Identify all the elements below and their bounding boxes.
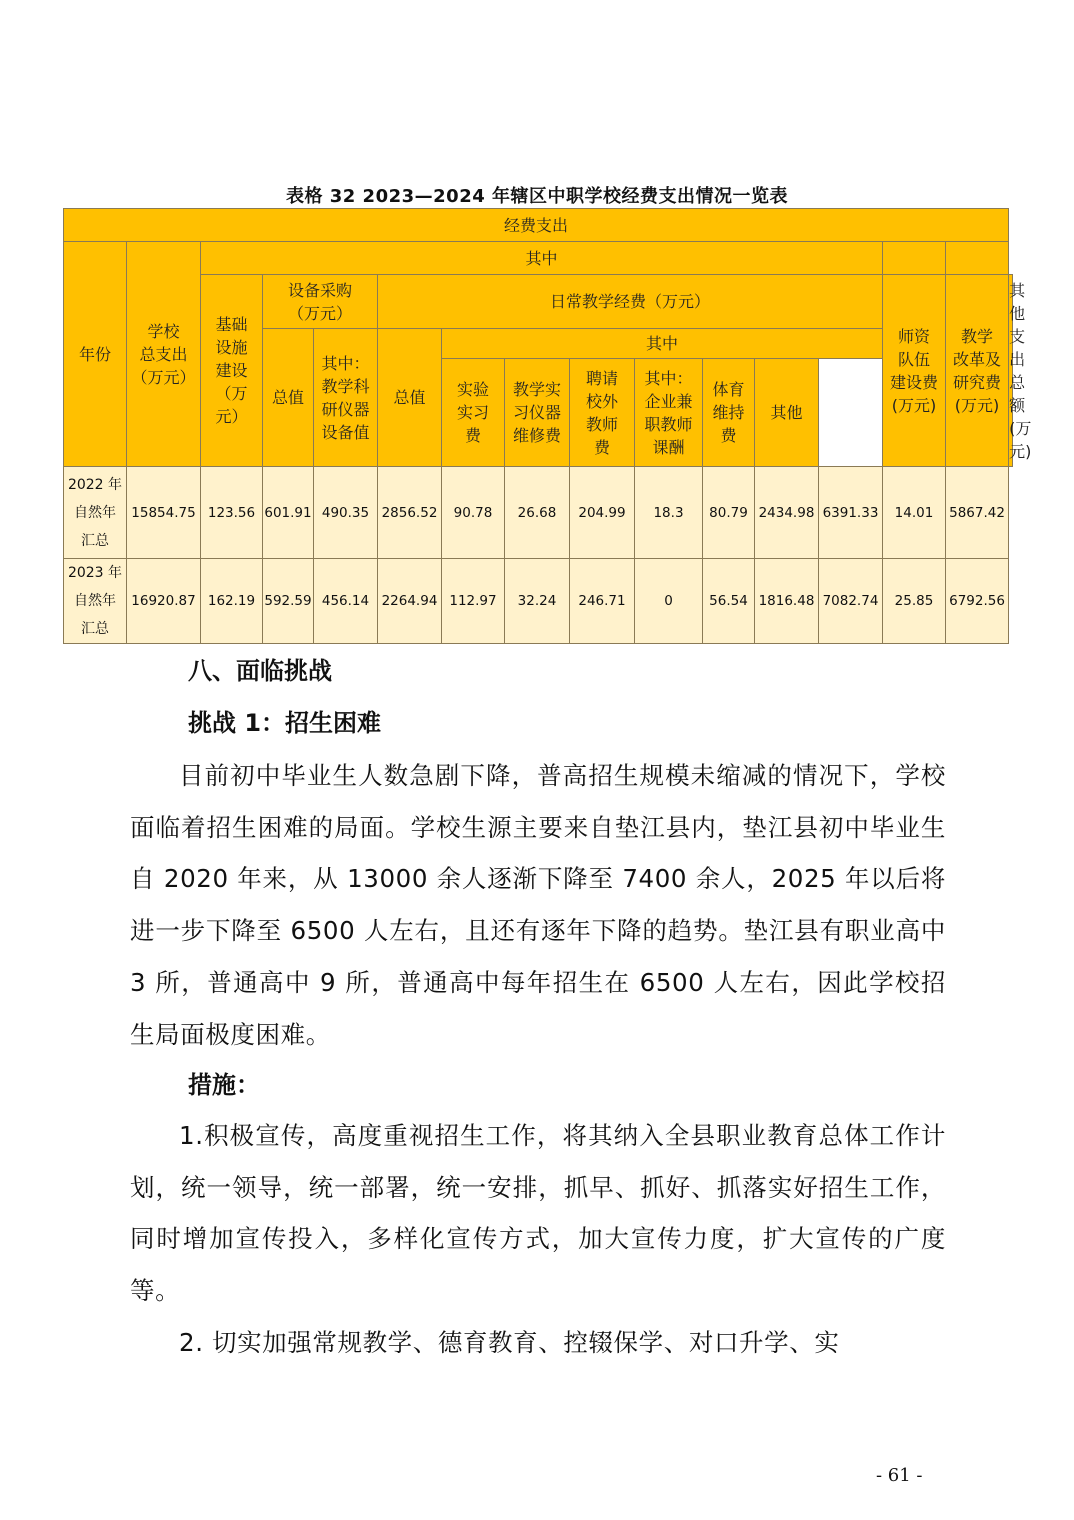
row-year: 2022 年 自然年 汇总 <box>64 467 127 559</box>
cell-reform-research: 14.01 <box>883 467 946 559</box>
cell-enterprise-fee: 18.3 <box>635 467 703 559</box>
cell-repair-fee: 26.68 <box>505 467 570 559</box>
measure-2-paragraph: 2. 切实加强常规教学、德育教育、控辍保学、对口升学、实 <box>179 1328 840 1357</box>
table-caption: 表格 32 2023—2024 年辖区中职学校经费支出情况一览表 <box>285 186 789 207</box>
header-sports-fee: 体育 维持 费 <box>703 359 755 467</box>
cell-equipment-research: 456.14 <box>314 559 378 644</box>
cell-lab-fee: 112.97 <box>442 559 505 644</box>
cell-daily-total: 2856.52 <box>378 467 442 559</box>
cell-equipment-total: 601.91 <box>263 467 314 559</box>
header-daily-total: 总值 <box>378 329 442 467</box>
header-other-daily: 其他 <box>755 359 819 467</box>
header-reform-research: 教学 改革及 研究费 (万元) <box>946 275 1009 467</box>
header-blank-1 <box>883 242 946 275</box>
cell-lab-fee: 90.78 <box>442 467 505 559</box>
cell-teacher-building: 7082.74 <box>819 559 883 644</box>
header-equipment: 设备采购 （万元） <box>263 275 378 329</box>
table-row <box>64 467 1013 559</box>
cell-infrastructure: 123.56 <box>201 467 263 559</box>
page-number: - 61 - <box>876 1465 923 1486</box>
header-lab-fee: 实验 实习 费 <box>442 359 505 467</box>
table-row <box>64 559 1013 644</box>
header-equipment-research: 其中： 教学科 研仪器 设备值 <box>314 329 378 467</box>
header-blank-2 <box>946 242 1009 275</box>
cell-daily-total: 2264.94 <box>378 559 442 644</box>
measure-1-paragraph: 1.积极宣传，高度重视招生工作，将其纳入全县职业教育总体工作计划，统一领导，统一部署，统一安排，抓早、抓好、抓落实好招生工作，同时增加宣传投入，多样化宣传方式，加大宣传力度，扩大宣传的广度等。 <box>130 1121 946 1306</box>
cell-hire-fee: 204.99 <box>570 467 635 559</box>
row-year: 2023 年 自然年 汇总 <box>64 559 127 644</box>
cell-infrastructure: 162.19 <box>201 559 263 644</box>
cell-other-total: 5867.42 <box>946 467 1009 559</box>
cell-other-daily: 1816.48 <box>755 559 819 644</box>
header-expense: 经费支出 <box>64 209 1009 242</box>
measures-title: 措施： <box>188 1071 260 1099</box>
header-year: 年份 <box>64 242 127 467</box>
header-school-total: 学校 总支出 （万元） <box>127 242 201 467</box>
header-teacher-building: 师资 队伍 建设费 (万元) <box>883 275 946 467</box>
cell-hire-fee: 246.71 <box>570 559 635 644</box>
header-infrastructure: 基础 设施 建设 （万 元） <box>201 275 263 467</box>
challenge-title: 挑战 1：招生困难 <box>188 709 382 737</box>
cell-reform-research: 25.85 <box>883 559 946 644</box>
cell-sports-fee: 56.54 <box>703 559 755 644</box>
header-hire-fee: 聘请 校外 教师 费 <box>570 359 635 467</box>
cell-school-total: 15854.75 <box>127 467 201 559</box>
cell-other-total: 6792.56 <box>946 559 1009 644</box>
cell-other-daily: 2434.98 <box>755 467 819 559</box>
header-other-total: 其他支 出总额 (万元) <box>1009 275 1013 467</box>
header-enterprise-fee: 其中： 企业兼 职教师 课酬 <box>635 359 703 467</box>
header-daily-teaching: 日常教学经费（万元） <box>378 275 883 329</box>
header-equipment-total: 总值 <box>263 329 314 467</box>
cell-equipment-total: 592.59 <box>263 559 314 644</box>
cell-enterprise-fee: 0 <box>635 559 703 644</box>
cell-equipment-research: 490.35 <box>314 467 378 559</box>
header-repair-fee: 教学实 习仪器 维修费 <box>505 359 570 467</box>
section-title: 八、面临挑战 <box>188 657 332 685</box>
cell-school-total: 16920.87 <box>127 559 201 644</box>
cell-teacher-building: 6391.33 <box>819 467 883 559</box>
challenge-paragraph: 目前初中毕业生人数急剧下降，普高招生规模未缩减的情况下，学校面临着招生困难的局面。学校生源主要来自垫江县内，垫江县初中毕业生自 2020 年来，从 13000 余人逐渐下降至 7400 余人，2025 年以后将进一步下降至 6500 人左右，且还有逐年下降的趋势。垫江县有职业高中 3 所，普通高中 9 所，普通高中每年招生在 6500 人左右，因此学校招生局面极度困难。 <box>130 761 946 1049</box>
expense-table <box>63 208 1032 644</box>
cell-repair-fee: 32.24 <box>505 559 570 644</box>
header-qizhong: 其中 <box>201 242 883 275</box>
header-daily-qizhong: 其中 <box>442 329 883 359</box>
cell-sports-fee: 80.79 <box>703 467 755 559</box>
